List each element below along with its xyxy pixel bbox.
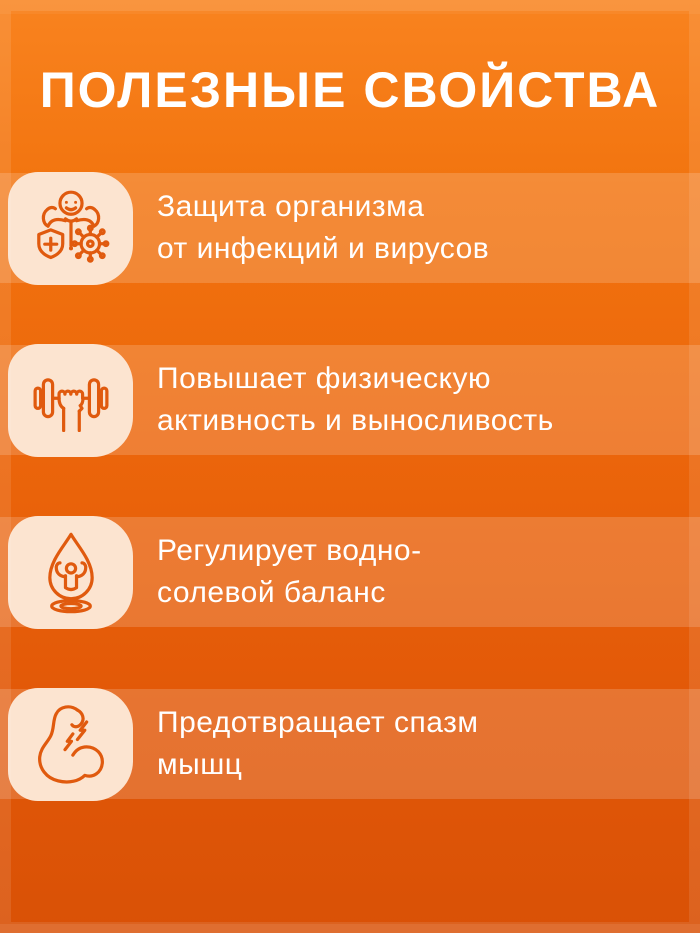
benefit-text-line2: от инфекций и вирусов xyxy=(157,232,490,265)
benefit-text xyxy=(157,358,554,442)
benefit-row-activity xyxy=(0,345,700,455)
dumbbell-fist-icon xyxy=(25,355,117,447)
benefit-text-line1: Предотвращает спазм xyxy=(157,706,479,739)
benefit-row-muscle-spasm xyxy=(0,689,700,799)
benefit-row-immunity xyxy=(0,173,700,283)
water-drop-person-icon xyxy=(25,527,117,619)
benefit-text xyxy=(157,702,478,786)
icon-tile xyxy=(8,688,133,801)
icon-tile xyxy=(8,516,133,629)
icon-tile xyxy=(8,172,133,285)
benefit-text-line2: активность и выносливость xyxy=(157,404,554,437)
flexed-bicep-spasm-icon xyxy=(25,699,117,791)
page-title: ПОЛЕЗНЫЕ СВОЙСТВА xyxy=(39,62,661,118)
benefit-text-line1: Защита организма xyxy=(157,190,425,223)
benefit-text xyxy=(157,186,489,270)
benefit-text-line1: Регулирует водно- xyxy=(157,534,422,567)
benefit-text-line2: мышц xyxy=(157,748,243,781)
immunity-shield-virus-icon xyxy=(25,183,117,275)
benefit-text-line2: солевой баланс xyxy=(157,576,386,609)
benefit-text xyxy=(157,530,422,614)
benefit-row-water-balance xyxy=(0,517,700,627)
benefit-text-line1: Повышает физическую xyxy=(157,362,491,395)
icon-tile xyxy=(8,344,133,457)
